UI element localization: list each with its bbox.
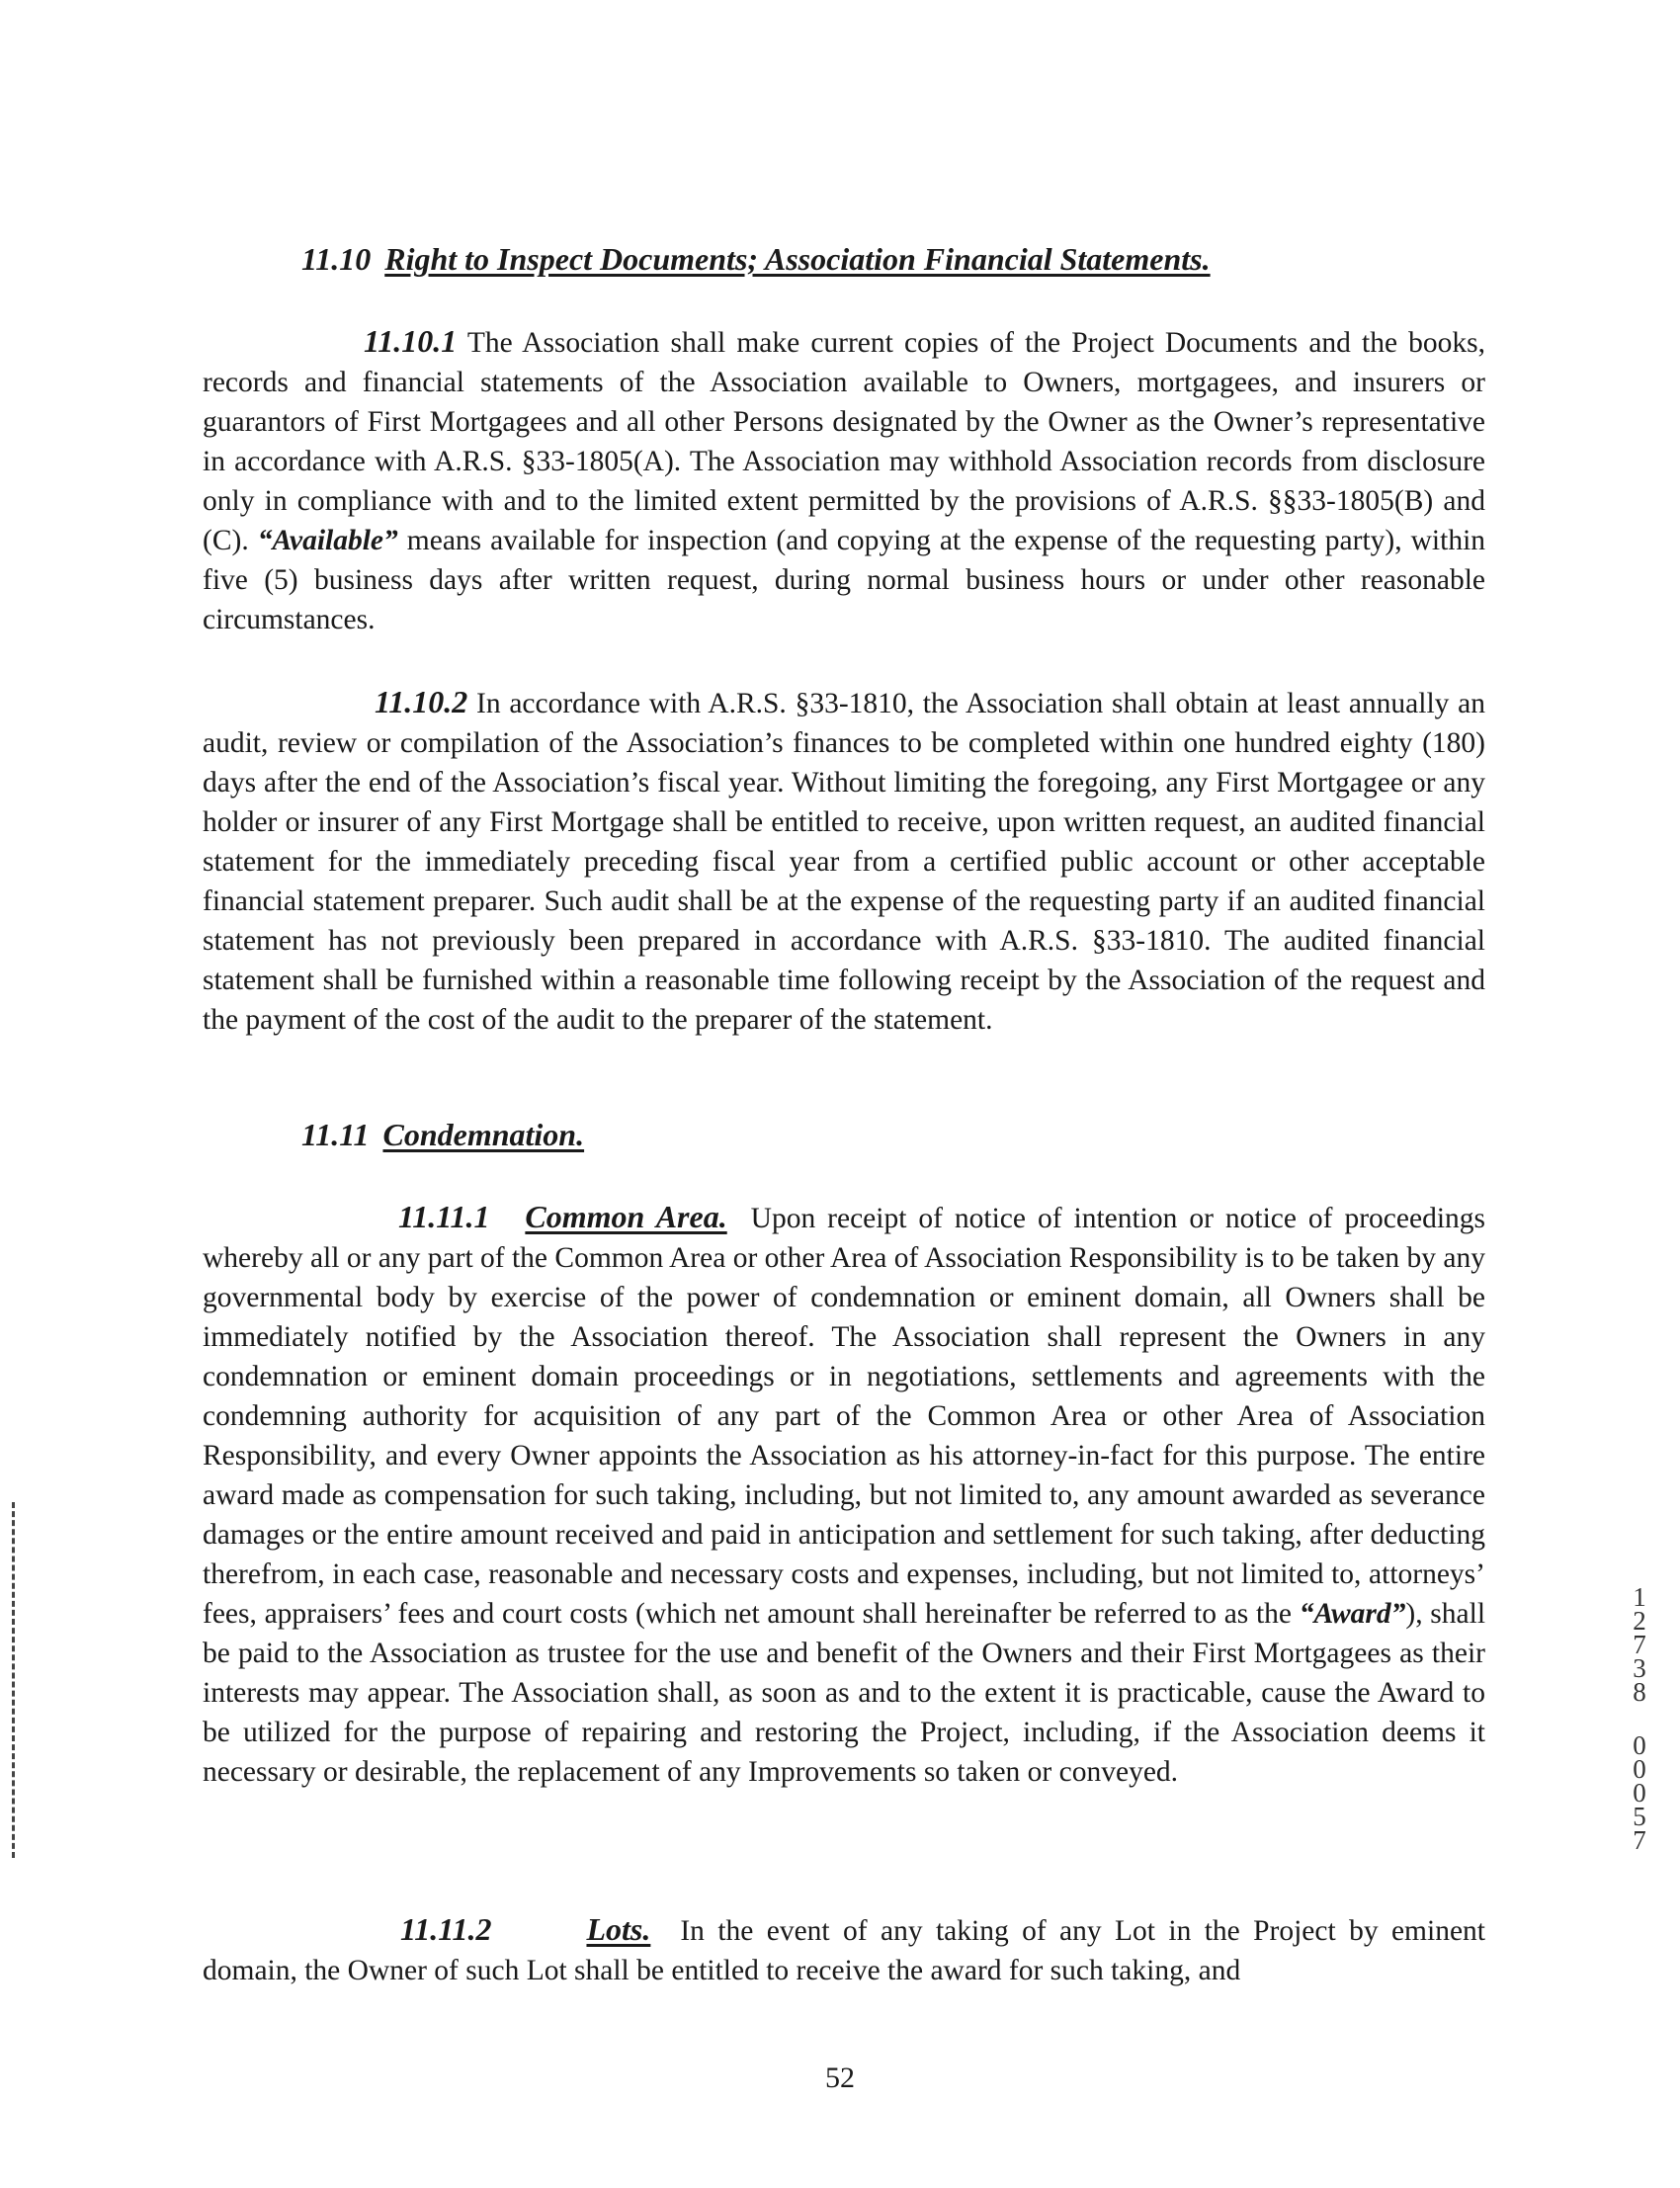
paragraph-text: In accordance with A.R.S. §33-1810, the Association shall obtain at least annually an audit, review or compilation of the Association’s finances to be completed within one hundred eighty (180) days after the end of the Association’s fiscal year. Without limiting the foregoing, any First Mortgagee or any holder or insurer of any First Mortgage shall be entitled to receive, upon written request, an audited financial statement for the immediately preceding fiscal year from a certified public account or other acceptable financial statement preparer. Such audit shall be at the expense of the requesting party if an audited financial statement has not previously been prepared in accordance with A.R.S. §33-1810. The audited financial statement shall be furnished within a reasonable time following receipt by the Association of the request and the payment of the cost of the audit to the preparer of the statement. xyxy=(203,688,1485,1036)
paragraph-subtitle: Common Area. xyxy=(525,1199,727,1234)
stamp-digit: 5 xyxy=(1633,1802,1646,1831)
section-title: Right to Inspect Documents; Association Financial Statements. xyxy=(384,241,1211,277)
paragraph-number: 11.11.2 xyxy=(400,1911,492,1947)
paragraph-text: Upon receipt of notice of intention or notice of proceedings whereby all or any part of the Common Area or other Area of Association Responsibility is to be taken by any governmental body by exercise of the power of condemnation or eminent domain, all Owners shall be immediately notified by the Association thereof. The Association shall represent the Owners in any condemnation or eminent domain proceedings or in negotiations, settlements and agreements with the condemning authority for acquisition of any part of the Common Area or other Area of Association Responsibility, and every Owner appoints the Association as his attorney-in-fact for this purpose. The entire award made as compensation for such taking, including, but not limited to, any amount awarded as severance damages or the entire amount received and paid in anticipation and settlement for such taking, after deducting therefrom, in each case, reasonable and necessary costs and expenses, including, but not limited to, attorneys’ fees, appraisers’ fees and court costs (which net amount shall hereinafter be referred to as the xyxy=(203,1203,1486,1630)
paragraph-number: 11.10.1 xyxy=(364,323,458,359)
stamp-digit: 0 xyxy=(1633,1778,1646,1808)
stamp-digit: 1 xyxy=(1633,1582,1646,1612)
paragraph-text: The Association shall make current copies of the Project Documents and the books, records and financial statements of the Association available to Owners, mortgagees, and insurers or guarantors of First Mortgagees and all other Persons designated by the Owner as the Owner’s representative in accordance with A.R.S. §33-1805(A). The Association may withhold Association records from disclosure only in compliance with and to the limited extent permitted by the provisions of A.R.S. §§33-1805(B) and (C). xyxy=(203,327,1486,556)
stamp-digit: 8 xyxy=(1633,1677,1646,1707)
paragraph-text-continued: ), shall be paid to the Association as trustee for the use and benefit of the Owners and their First Mortgagees as their interests may appear. The Association shall, as soon as and to the extent it is practicable, cause the Award to be utilized for the purpose of repairing and restoring the Project, including, if the Association deems it necessary or desirable, the replacement of any Improvements so taken or conveyed. xyxy=(203,1598,1486,1788)
paragraph-text-continued: means available for inspection (and copying at the expense of the requesting party), within five (5) business days after written request, during normal business hours or under other reasonable circumstances. xyxy=(203,525,1486,635)
page-number: 52 xyxy=(825,2062,855,2094)
paragraph-subtitle: Lots. xyxy=(586,1911,651,1947)
stamp-digit: 0 xyxy=(1633,1730,1646,1760)
section-heading-11-11 xyxy=(301,1119,584,1150)
recording-stamp xyxy=(1629,1582,1650,1855)
section-number: 11.11 xyxy=(301,1117,370,1152)
paragraph-number: 11.10.2 xyxy=(375,684,468,719)
paragraph-11-11-1 xyxy=(203,1197,1485,1792)
defined-term-available: “Available” xyxy=(257,525,398,556)
stamp-digit: 3 xyxy=(1633,1653,1646,1683)
paragraph-number: 11.11.1 xyxy=(398,1199,490,1234)
defined-term-award: “Award” xyxy=(1299,1598,1406,1630)
section-title: Condemnation. xyxy=(382,1117,585,1152)
paragraph-11-11-2 xyxy=(203,1909,1485,1990)
scan-edge-marks xyxy=(0,1502,15,1858)
stamp-digit: 7 xyxy=(1633,1825,1646,1855)
paragraph-text: In the event of any taking of any Lot in the Project by eminent domain, the Owner of such Lot shall be entitled to receive the award for such taking, and xyxy=(203,1915,1485,1986)
stamp-digit: 0 xyxy=(1633,1754,1646,1784)
section-number: 11.10 xyxy=(301,241,372,277)
paragraph-11-10-2 xyxy=(203,682,1485,1040)
stamp-digit: 2 xyxy=(1633,1606,1646,1636)
paragraph-11-10-1 xyxy=(203,321,1485,639)
section-heading-11-10 xyxy=(301,243,1211,275)
stamp-digit: 7 xyxy=(1633,1630,1646,1659)
